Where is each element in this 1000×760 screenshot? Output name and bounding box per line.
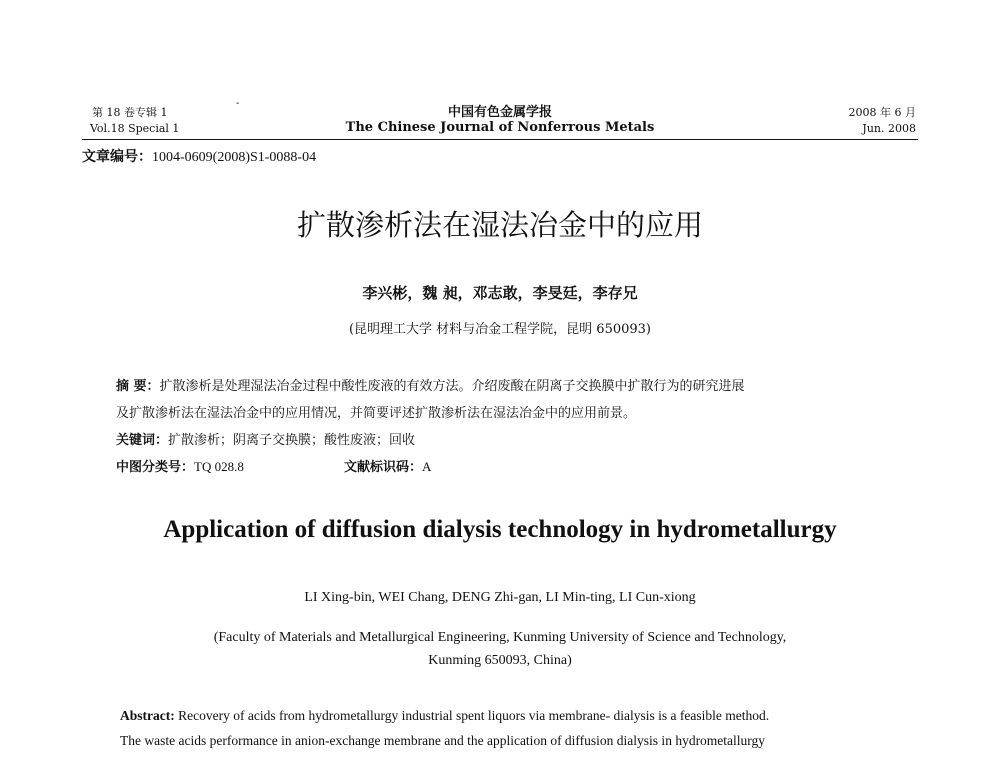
header-date-cn: 2008 年 6 月 <box>848 106 916 119</box>
cn-doc-code <box>344 456 431 475</box>
en-abstract-label: Abstract: <box>120 708 175 723</box>
cn-keywords <box>116 429 415 448</box>
cn-authors: 李兴彬，魏 昶，邓志敢，李旻廷，李存兄 <box>362 284 638 302</box>
cn-affiliation: (昆明理工大学 材料与冶金工程学院，昆明 650093) <box>348 322 652 337</box>
article-id <box>82 146 316 166</box>
en-abstract-line1 <box>120 708 769 724</box>
cn-abstract-line2: 及扩散渗析法在湿法冶金中的应用情况，并简要评述扩散渗析法在湿法冶金中的应用前景。 <box>116 406 637 421</box>
header-rule <box>82 139 918 140</box>
en-abstract-text1: Recovery of acids from hydrometallurgy industrial spent liquors via membrane- dialysis is a feasible method. <box>178 708 770 723</box>
header-journal-cn: 中国有色金属学报 <box>447 105 552 120</box>
en-authors: LI Xing-bin, WEI Chang, DENG Zhi-gan, LI Min-ting, LI Cun-xiong <box>304 590 696 605</box>
en-abstract-line2: The waste acids performance in anion-exchange membrane and the application of diffusion dialysis in hydrometallurgy <box>120 733 766 748</box>
header-volume-cn: 第 18 卷专辑 1 <box>92 106 168 119</box>
cn-doc-code-value: A <box>422 459 432 474</box>
cn-keywords-label: 关键词： <box>116 433 169 448</box>
cn-keywords-text: 扩散渗析；阴离子交换膜；酸性废液；回收 <box>168 433 416 448</box>
cn-abstract-line1 <box>116 375 745 394</box>
cn-clc-value: TQ 028.8 <box>194 459 244 474</box>
cn-abstract-text1: 扩散渗析是处理湿法冶金过程中酸性废液的有效方法。介绍废酸在阴离子交换膜中扩散行为的研究进展 <box>159 379 745 394</box>
en-affiliation-line2: Kunming 650093, China) <box>428 653 572 668</box>
cn-doc-code-label: 文献标识码： <box>344 460 423 475</box>
header-journal-en: The Chinese Journal of Nonferrous Metals <box>345 120 655 135</box>
header-date-en: Jun. 2008 <box>862 122 916 135</box>
cn-abstract-label: 摘 要： <box>116 379 160 394</box>
en-title: Application of diffusion dialysis technology in hydrometallurgy <box>163 516 837 543</box>
cn-clc-label: 中图分类号： <box>116 460 195 475</box>
article-id-label: 文章编号： <box>82 149 152 165</box>
article-id-value: 1004-0609(2008)S1-0088-04 <box>152 150 317 165</box>
en-affiliation-line1: (Faculty of Materials and Metallurgical Engineering, Kunming University of Science and Technology, <box>213 630 787 645</box>
cn-title: 扩散渗析法在湿法冶金中的应用 <box>296 208 703 242</box>
header-dash: - <box>236 98 240 109</box>
header-volume-en: Vol.18 Special 1 <box>90 122 180 135</box>
cn-clc <box>116 456 244 475</box>
